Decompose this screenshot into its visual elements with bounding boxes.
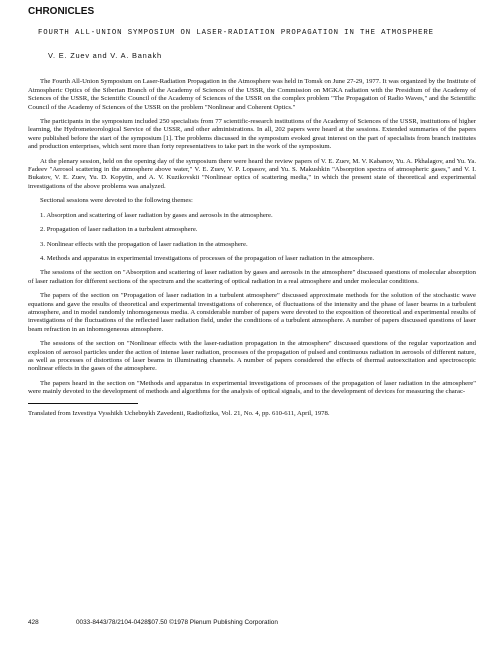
footnote-divider: [28, 403, 138, 404]
theme-item: 4. Methods and apparatus in experimental investigations of processes of the propagation of laser radiation in the atmosphere.: [40, 254, 375, 262]
paragraph-6: The papers of the section on "Propagation of laser radiation in a turbulent atmosphere" discussed approximate methods for the solution of the stochastic wave equations and gave the results of theoretical and experimental investigations of coherence, of fluctuations of the intensity and the phase of laser beams in a turbulent atmosphere, and in model randomly inhomogeneous media. A considerable number of papers were devoted to the exposition of theoretical and experimental results of investigations of the fluctuations of the reflected laser radiation field, under the conditions of a turbulent atmosphere. A number of papers discussed questions of laser beam refraction in an inhomogeneous atmosphere.: [28, 292, 476, 333]
section-label: CHRONICLES: [28, 6, 95, 17]
paragraph-5: The sessions of the section on "Absorption and scattering of laser radiation by gases and aerosols in the atmosphere" discussed questions of molecular absorption of laser radiation for different sections of the spectrum and the scattering of optical radiation in a real atmosphere and under molecular conditions.: [28, 269, 476, 285]
paragraph-4: Sectional sessions were devoted to the following themes:: [40, 197, 193, 205]
article-body: [28, 78, 476, 396]
article-page: [28, 6, 476, 418]
page-number: 428: [28, 619, 39, 626]
article-title: FOURTH ALL-UNION SYMPOSIUM ON LASER-RADIATION PROPAGATION IN THE ATMOSPHERE: [38, 29, 434, 37]
paragraph-1: The Fourth All-Union Symposium on Laser-Radiation Propagation in the Atmosphere was held in Tomsk on June 27-29, 1977. It was organized by the Institute of Atmospheric Optics of the Siberian Branch of the Academy of Sciences of the USSR, the Commission on MGKA radiation with the Presidium of the Academy of Sciences of the USSR, the Scientific Council of the Academy of Sciences of the USSR on the complex problem "The Propagation of Radio Waves," and the Scientific Council of the Academy of Sciences of the USSR on the problem "Nonlinear and Coherent Optics.": [28, 78, 476, 111]
page-footer: [28, 619, 476, 627]
paragraph-8: The papers heard in the section on "Methods and apparatus in experimental investigations of processes of the propagation of laser radiation in the atmosphere" were mainly devoted to the development of methods and algorithms for the analysis of optical signals, and to the development of devices for measuring the charac-: [28, 379, 476, 396]
paragraph-2: The participants in the symposium included 250 specialists from 77 scientific-research institutions of the Academy of Sciences of the USSR, institutions of higher learning, the Hydrometeorological Service of the USSR, and other administrations. In all, 202 papers were heard at the sessions. Extended summaries of the papers were published before the start of the symposium [1]. The problems discussed in the symposium evoked great interest on the part of specialists from branch institutes and production enterprises, which sent more than forty representatives to take part in the work of the symposium.: [28, 118, 476, 151]
theme-item: 2. Propagation of laser radiation in a turbulent atmosphere.: [40, 226, 198, 234]
paragraph-3: At the plenary session, held on the opening day of the symposium there were heard the review papers of V. E. Zuev, M. V. Kabanov, Yu. A. Pkhalagov, and Yu. Ya. Fadeev "Aerosol scattering in the atmosphere above water," V. E. Zuev, V. P. Lopasov, and Yu. S. Makushkin "Absorption spectra of atmospheric gases," and V. I. Bukatov, V. E. Zuev, Yu. D. Kopytin, and A. V. Kuzikovskii "Nonlinear optics of scattering media," in which the present state of theoretical and experimental investigations of the above problems was analyzed.: [28, 157, 476, 190]
publisher-code: 0033-8443/78/2104-0428$07.50 ©1978 Plenum Publishing Corporation: [76, 619, 278, 626]
theme-item: 3. Nonlinear effects with the propagation of laser radiation in the atmosphere.: [40, 240, 248, 248]
paragraph-7: The sessions of the section on "Nonlinear effects with the laser-radiation propagation in the atmosphere" discussed questions of the regular vaporization and explosion of aerosol particles under the action of intense laser radiation, processes of the propagation of pulsed and continuous radiation in aerosols of different nature, as well as processes of distortions of laser beams in illuminating channels. A number of papers considered the effects of thermal autoexcitation and spectroscopic nonlinear effects in the gases of the atmosphere.: [28, 340, 476, 373]
themes-list: [28, 212, 476, 264]
theme-item: 1. Absorption and scattering of laser radiation by gases and aerosols in the atmosphere.: [40, 211, 273, 219]
translation-footnote: Translated from Izvestiya Vysshikh Uchebnykh Zavedenii, Radiofizika, Vol. 21, No. 4, pp. 610-611, April, 1978.: [28, 409, 330, 417]
article-authors: V. E. Zuev and V. A. Banakh: [48, 51, 162, 60]
